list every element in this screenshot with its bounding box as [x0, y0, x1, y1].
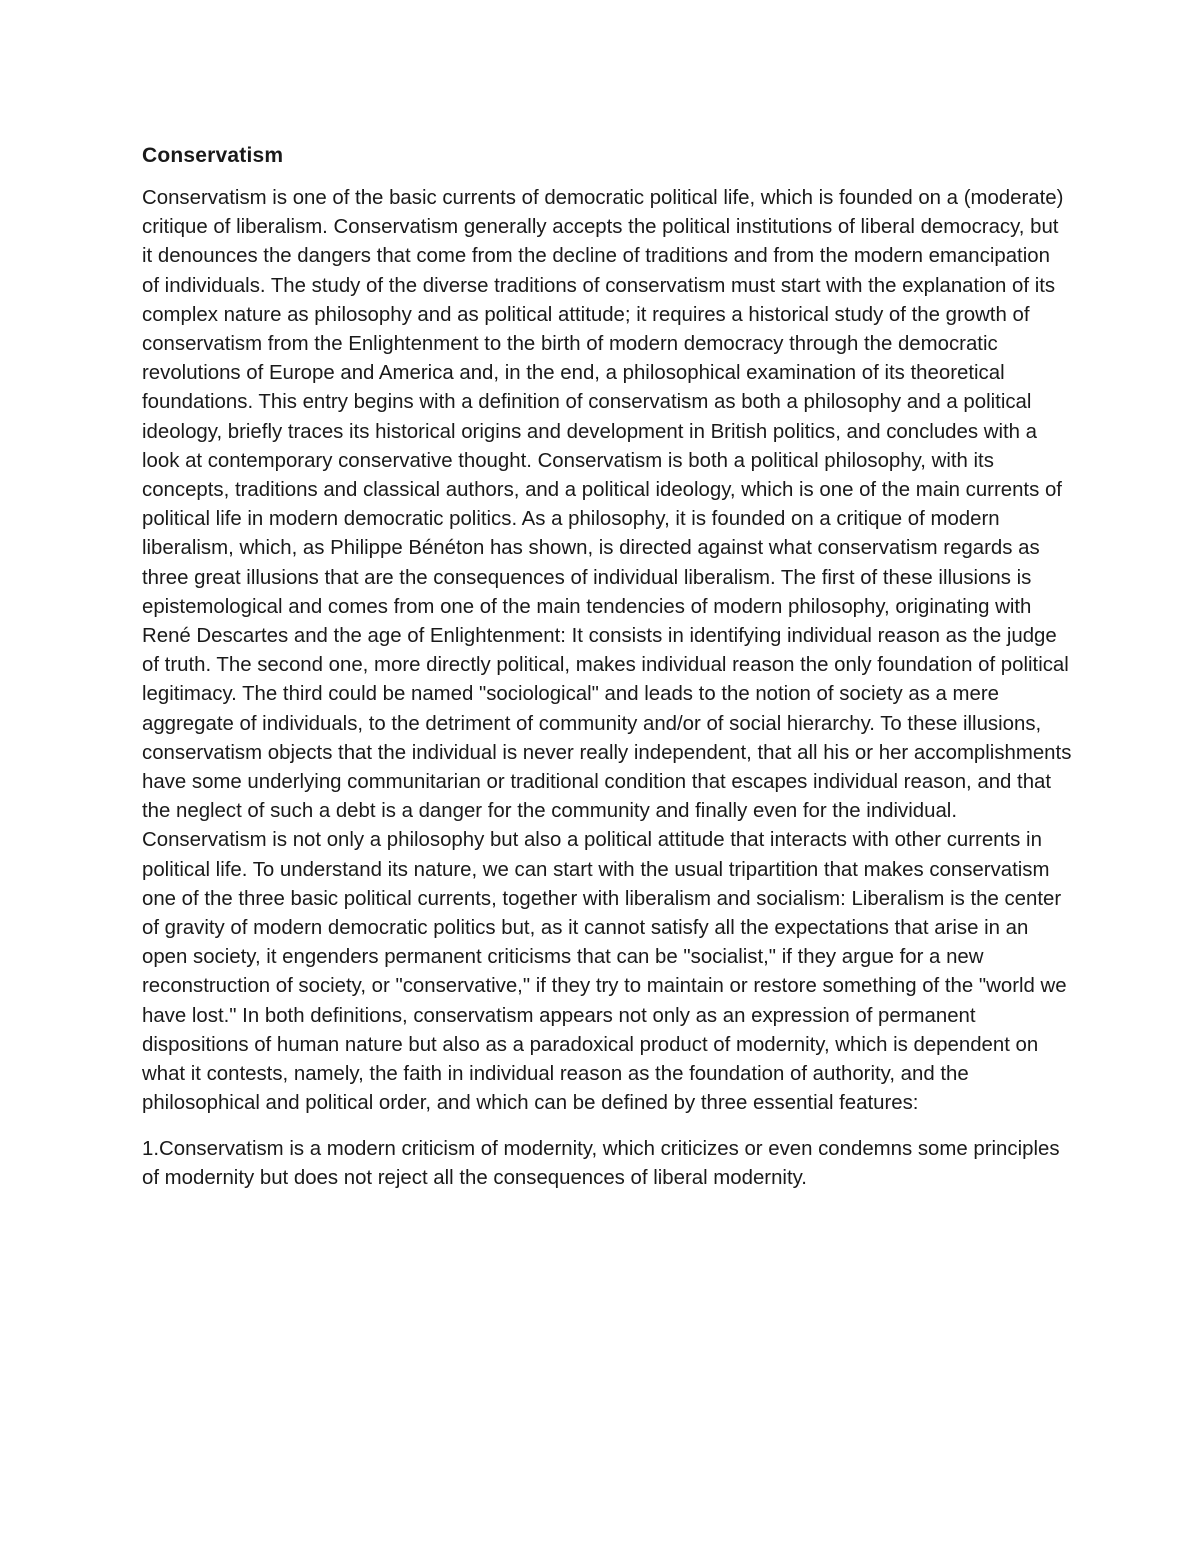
body-paragraph: Conservatism is one of the basic currents of democratic political life, which is founded on a (moderate) critique of liberalism. Conservatism generally accepts the political institutions of liberal democracy, but it denounces the dangers that come from the decline of traditions and from the modern emancipation of individuals. The study of the diverse traditions of conservatism must start with the explanation of its complex nature as philosophy and as political attitude; it requires a historical study of the growth of conservatism from the Enlightenment to the birth of modern democracy through the democratic revolutions of Europe and America and, in the end, a philosophical examination of its theoretical foundations. This entry begins with a definition of conservatism as both a philosophy and a political ideology, briefly traces its historical origins and development in British politics, and concludes with a look at contemporary conservative thought. Conservatism is both a political philosophy, with its concepts, traditions and classical authors, and a political ideology, which is one of the main currents of political life in modern democratic politics. As a philosophy, it is founded on a critique of modern liberalism, which, as Philippe Bénéton has shown, is directed against what conservatism regards as three great illusions that are the consequences of individual liberalism. The first of these illusions is epistemological and comes from one of the main tendencies of modern philosophy, originating with René Descartes and the age of Enlightenment: It consists in identifying individual reason as the judge of truth. The second one, more directly political, makes individual reason the only foundation of political legitimacy. The third could be named "sociological" and leads to the notion of society as a mere aggregate of individuals, to the detriment of community and/or of social hierarchy. To these illusions, conservatism objects that the individual is never really independent, that all his or her accomplishments have some underlying communitarian or traditional condition that escapes individual reason, and that the neglect of such a debt is a danger for the community and finally even for the individual. Conservatism is not only a philosophy but also a political attitude that interacts with other currents in political life. To understand its nature, we can start with the usual tripartition that makes conservatism one of the three basic political currents, together with liberalism and socialism: Liberalism is the center of gravity of modern democratic politics but, as it cannot satisfy all the expectations that arise in an open society, it engenders permanent criticisms that can be "socialist," if they argue for a new reconstruction of society, or "conservative," if they try to maintain or restore something of the "world we have lost." In both definitions, conservatism appears not only as an expression of permanent dispositions of human nature but also as a paradoxical product of modernity, which is dependent on what it contests, namely, the faith in individual reason as the foundation of authority, and the philosophical and political order, and which can be defined by three essential features:: [142, 187, 1072, 1115]
document-title: Conservatism: [142, 144, 284, 167]
numbered-list-item: 1.Conservatism is a modern criticism of modernity, which criticizes or even condemns some principles of modernity but does not reject all the consequences of liberal modernity.: [142, 1137, 1060, 1189]
document-page: [142, 140, 1072, 1193]
